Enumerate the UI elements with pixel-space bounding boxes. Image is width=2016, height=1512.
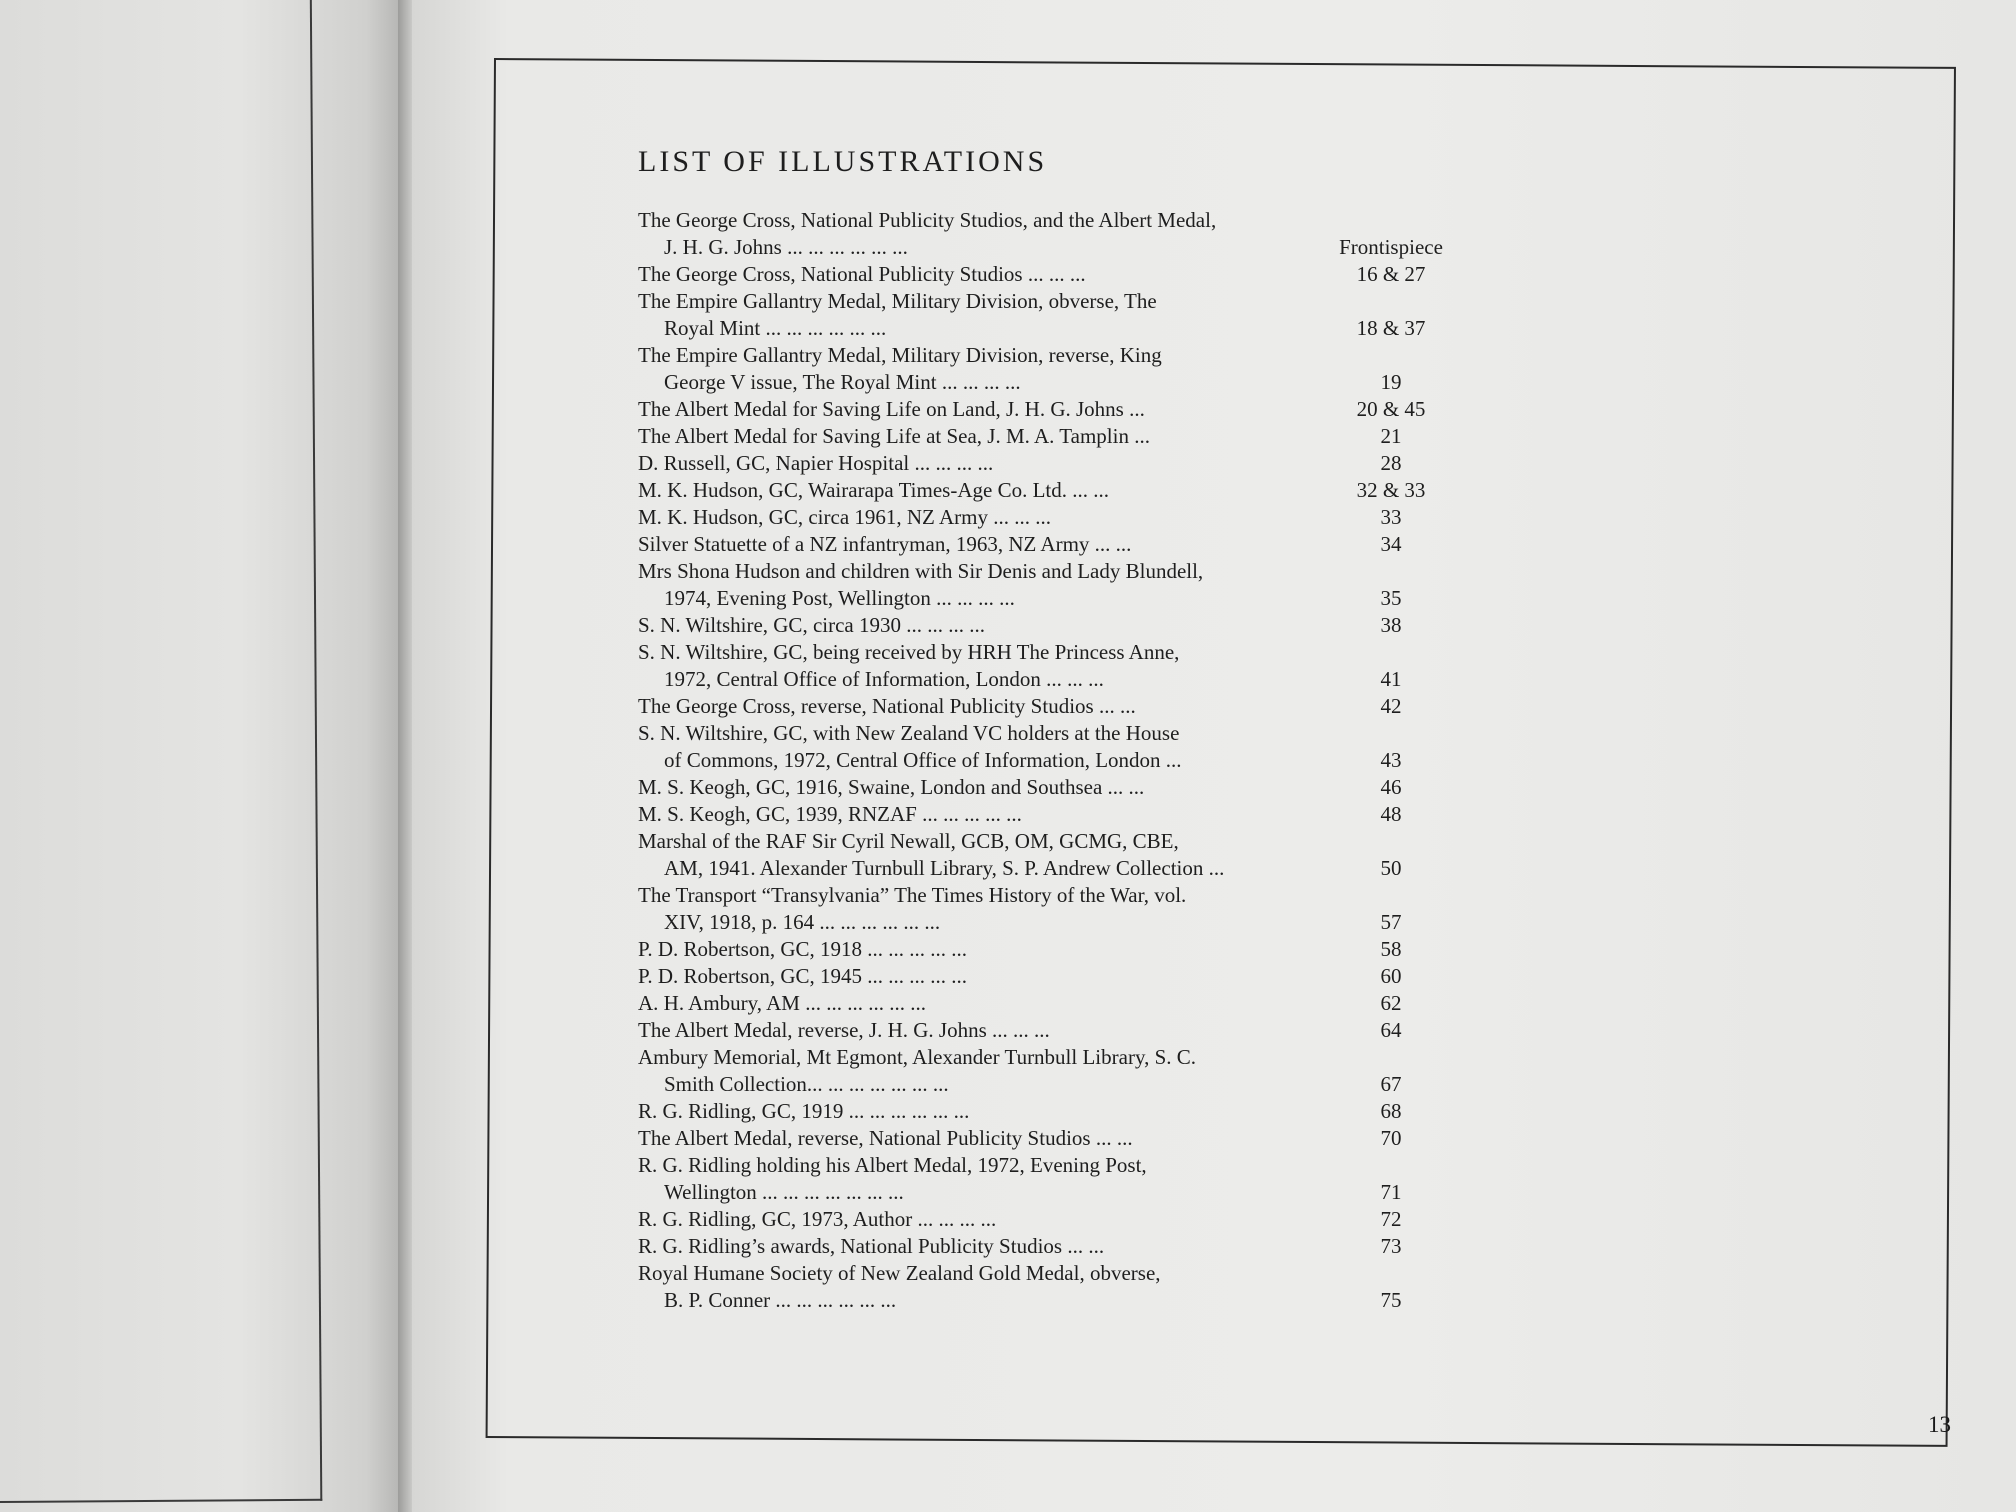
entry-description: [638, 720, 1314, 774]
entry-page-reference: 67: [1380, 1072, 1402, 1096]
entry-line: The George Cross, National Publicity Studios, and the Albert Medal,: [638, 208, 1217, 232]
page-number: 13: [1928, 1412, 1951, 1437]
list-item: [638, 423, 1458, 450]
entry-line-continued: Royal Mint ... ... ... ... ... ...: [664, 316, 887, 340]
entry-line: Marshal of the RAF Sir Cyril Newall, GCB, OM, GCMG, CBE,: [638, 829, 1179, 853]
list-item: [638, 639, 1458, 693]
list-item: [638, 774, 1458, 801]
entry-page-reference: Frontispiece: [1339, 235, 1443, 259]
entry-line-continued: of Commons, 1972, Central Office of Information, London ...: [664, 748, 1182, 772]
entry-line: Royal Humane Society of New Zealand Gold Medal, obverse,: [638, 1261, 1161, 1285]
entry-page-reference: 71: [1380, 1180, 1402, 1204]
entry-page-reference: 48: [1380, 802, 1402, 826]
entry-line: R. G. Ridling’s awards, National Publicity Studios ... ...: [638, 1234, 1105, 1258]
list-item: [638, 1260, 1458, 1314]
list-item: [638, 1233, 1458, 1260]
list-item: [638, 477, 1458, 504]
entry-line-continued: 1972, Central Office of Information, London ... ... ...: [664, 667, 1104, 691]
entry-line-continued: B. P. Conner ... ... ... ... ... ...: [664, 1288, 897, 1312]
entry-page-reference: 60: [1380, 964, 1402, 988]
entry-page-reference: 16 & 27: [1356, 262, 1426, 286]
entry-line: The Empire Gallantry Medal, Military Division, obverse, The: [638, 289, 1157, 313]
entry-page-reference: 72: [1380, 1207, 1402, 1231]
entry-description: [638, 288, 1314, 342]
entry-description: [638, 450, 1314, 477]
entry-description: [638, 801, 1314, 828]
list-item: [638, 693, 1458, 720]
entry-line: S. N. Wiltshire, GC, being received by HRH The Princess Anne,: [638, 640, 1180, 664]
entry-description: [638, 693, 1314, 720]
entry-description: [638, 828, 1314, 882]
entry-description: [638, 963, 1314, 990]
list-item: [638, 396, 1458, 423]
entry-description: [638, 936, 1314, 963]
list-item: [638, 450, 1458, 477]
list-item: [638, 936, 1458, 963]
list-item: [638, 1152, 1458, 1206]
list-item: [638, 207, 1458, 261]
entry-line: M. S. Keogh, GC, 1939, RNZAF ... ... ... ... ...: [638, 802, 1022, 826]
entry-description: [638, 207, 1314, 261]
entry-page-reference: 41: [1380, 667, 1402, 691]
entry-page-reference: 70: [1380, 1126, 1402, 1150]
book-gutter: [398, 0, 412, 1512]
entry-line: S. N. Wiltshire, GC, with New Zealand VC holders at the House: [638, 721, 1180, 745]
list-item: [638, 828, 1458, 882]
entry-description: [638, 882, 1314, 936]
entry-description: [638, 1017, 1314, 1044]
entry-description: [638, 639, 1314, 693]
entry-page-reference: 62: [1380, 991, 1402, 1015]
entry-line: M. S. Keogh, GC, 1916, Swaine, London and Southsea ... ...: [638, 775, 1145, 799]
entry-line: M. K. Hudson, GC, Wairarapa Times-Age Co. Ltd. ... ...: [638, 478, 1109, 502]
list-item: [638, 261, 1458, 288]
entry-description: [638, 504, 1314, 531]
entry-page-reference: 64: [1380, 1018, 1402, 1042]
list-item: [638, 990, 1458, 1017]
entry-page-reference: 75: [1380, 1288, 1402, 1312]
entry-line-continued: Smith Collection... ... ... ... ... ... ...: [664, 1072, 949, 1096]
entry-line: Ambury Memorial, Mt Egmont, Alexander Turnbull Library, S. C.: [638, 1045, 1197, 1069]
entry-page-reference: 38: [1380, 613, 1402, 637]
entry-description: [638, 1206, 1314, 1233]
list-item: [638, 612, 1458, 639]
list-item: [638, 558, 1458, 612]
entry-page-reference: 35: [1380, 586, 1402, 610]
entry-line: R. G. Ridling, GC, 1919 ... ... ... ... ... ...: [638, 1099, 970, 1123]
list-item: [638, 531, 1458, 558]
entry-page-reference: 32 & 33: [1356, 478, 1426, 502]
list-item: [638, 1044, 1458, 1098]
entry-description: [638, 531, 1314, 558]
entry-description: [638, 423, 1314, 450]
entry-line: The Albert Medal for Saving Life on Land, J. H. G. Johns ...: [638, 397, 1145, 421]
entry-line: Mrs Shona Hudson and children with Sir Denis and Lady Blundell,: [638, 559, 1204, 583]
entry-description: [638, 1152, 1314, 1206]
list-item: [638, 963, 1458, 990]
list-item: [638, 1125, 1458, 1152]
left-page: [0, 0, 398, 1512]
entry-page-reference: 68: [1380, 1099, 1402, 1123]
entry-page-reference: 34: [1380, 532, 1402, 556]
entry-line: A. H. Ambury, AM ... ... ... ... ... ...: [638, 991, 926, 1015]
entry-page-reference: 43: [1380, 748, 1402, 772]
illustrations-list-section: [638, 145, 1458, 1314]
entry-description: [638, 1044, 1314, 1098]
entry-page-reference: 21: [1380, 424, 1402, 448]
entry-line-continued: Wellington ... ... ... ... ... ... ...: [664, 1180, 904, 1204]
entry-description: [638, 990, 1314, 1017]
entry-page-reference: 50: [1380, 856, 1402, 880]
entry-line: D. Russell, GC, Napier Hospital ... ... ... ...: [638, 451, 994, 475]
list-item: [638, 342, 1458, 396]
list-item: [638, 1098, 1458, 1125]
entry-line-continued: 1974, Evening Post, Wellington ... ... ... ...: [664, 586, 1015, 610]
list-item: [638, 504, 1458, 531]
entry-line: P. D. Robertson, GC, 1945 ... ... ... ... ...: [638, 964, 968, 988]
entry-page-reference: 42: [1380, 694, 1402, 718]
page-title: LIST OF ILLUSTRATIONS: [638, 145, 1048, 178]
entry-page-reference: 33: [1380, 505, 1402, 529]
entry-description: [638, 261, 1314, 288]
entry-page-reference: 20 & 45: [1356, 397, 1426, 421]
entry-line: S. N. Wiltshire, GC, circa 1930 ... ... ... ...: [638, 613, 985, 637]
entry-description: [638, 1098, 1314, 1125]
entry-line: P. D. Robertson, GC, 1918 ... ... ... ... ...: [638, 937, 968, 961]
entry-description: [638, 612, 1314, 639]
entry-line-continued: AM, 1941. Alexander Turnbull Library, S. P. Andrew Collection ...: [664, 856, 1225, 880]
entry-page-reference: 18 & 37: [1356, 316, 1426, 340]
entry-line-continued: George V issue, The Royal Mint ... ... ... ...: [664, 370, 1021, 394]
entry-description: [638, 1125, 1314, 1152]
entry-line: R. G. Ridling holding his Albert Medal, 1972, Evening Post,: [638, 1153, 1147, 1177]
list-item: [638, 882, 1458, 936]
list-item: [638, 1017, 1458, 1044]
entry-description: [638, 558, 1314, 612]
entry-line: Silver Statuette of a NZ infantryman, 1963, NZ Army ... ...: [638, 532, 1132, 556]
entry-line: R. G. Ridling, GC, 1973, Author ... ... ... ...: [638, 1207, 997, 1231]
entry-page-reference: 46: [1380, 775, 1402, 799]
list-item: [638, 720, 1458, 774]
entry-description: [638, 342, 1314, 396]
entry-description: [638, 1260, 1314, 1314]
entry-line: The Empire Gallantry Medal, Military Division, reverse, King: [638, 343, 1162, 367]
left-page-border: [0, 0, 322, 1503]
entry-line: The George Cross, National Publicity Studios ... ... ...: [638, 262, 1086, 286]
entry-line-continued: J. H. G. Johns ... ... ... ... ... ...: [664, 235, 908, 259]
entry-line: The Transport “Transylvania” The Times History of the War, vol.: [638, 883, 1187, 907]
entry-page-reference: 73: [1380, 1234, 1402, 1258]
entry-description: [638, 396, 1314, 423]
entry-line: M. K. Hudson, GC, circa 1961, NZ Army ... ... ...: [638, 505, 1051, 529]
entry-line-continued: XIV, 1918, p. 164 ... ... ... ... ... ...: [664, 910, 941, 934]
entry-page-reference: 58: [1380, 937, 1402, 961]
entry-line: The Albert Medal for Saving Life at Sea, J. M. A. Tamplin ...: [638, 424, 1150, 448]
entry-page-reference: 19: [1380, 370, 1402, 394]
entry-line: The George Cross, reverse, National Publicity Studios ... ...: [638, 694, 1136, 718]
entry-line: The Albert Medal, reverse, J. H. G. Johns ... ... ...: [638, 1018, 1050, 1042]
entry-description: [638, 774, 1314, 801]
entry-page-reference: 28: [1380, 451, 1402, 475]
entry-description: [638, 477, 1314, 504]
list-item: [638, 288, 1458, 342]
list-item: [638, 1206, 1458, 1233]
entry-page-reference: 57: [1380, 910, 1402, 934]
illustrations-list: [638, 207, 1458, 1314]
entry-line: The Albert Medal, reverse, National Publicity Studios ... ...: [638, 1126, 1133, 1150]
entry-description: [638, 1233, 1314, 1260]
list-item: [638, 801, 1458, 828]
